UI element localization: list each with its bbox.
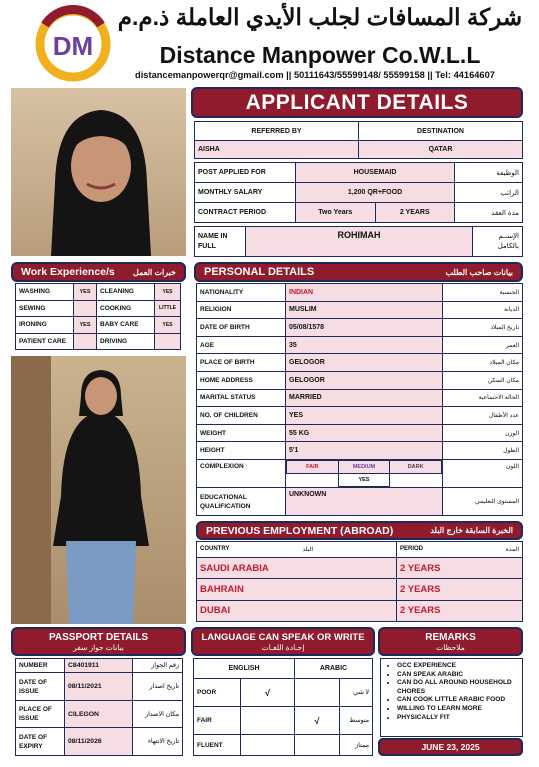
personal-value: 5'1 — [286, 442, 443, 460]
employment-row — [197, 558, 523, 579]
complexion-fair: FAIR — [287, 461, 339, 474]
employment-row — [197, 600, 523, 621]
work-skill-value — [74, 300, 97, 317]
personal-label-ar: الديانة — [443, 301, 523, 319]
personal-value: INDIAN — [286, 284, 443, 302]
personal-details-table — [196, 283, 523, 516]
employment-row — [197, 579, 523, 600]
personal-label-ar: تاريخ الميلاد — [443, 319, 523, 337]
english-mark: √ — [241, 679, 295, 707]
applicant-details-banner — [191, 87, 523, 118]
complexion-blank — [390, 474, 442, 487]
personal-value: GELOGOR — [286, 354, 443, 372]
personal-details-title: PERSONAL DETAILS — [204, 266, 315, 278]
applicant-full-body-photo — [11, 356, 186, 624]
contact-line: distancemanpowerqr@gmail.com || 50111643/55599148/ 55599158 || Tel: 44164607 — [135, 70, 495, 80]
language-level: FLUENT — [194, 735, 241, 756]
complexion-mark: YES — [338, 474, 390, 487]
language-header — [191, 627, 375, 656]
work-skill-label: PATIENT CARE — [16, 333, 74, 350]
passport-row — [16, 659, 183, 673]
passport-value: 08/11/2026 — [65, 728, 133, 756]
work-skill-label: COOKING — [97, 300, 155, 317]
english-mark — [241, 707, 295, 735]
language-level: FAIR — [194, 707, 241, 735]
passport-row — [16, 728, 183, 756]
company-name-english: Distance Manpower Co.W.L.L — [159, 42, 481, 68]
period-label: CONTRACT PERIOD — [195, 203, 296, 223]
passport-row — [16, 673, 183, 701]
passport-label-ar: تاريخ اصدار — [133, 673, 183, 701]
period-header — [397, 542, 523, 558]
personal-label-ar: عدد الأطفال — [443, 407, 523, 425]
language-row — [194, 735, 373, 756]
work-row — [16, 284, 181, 301]
work-skill-value: YES — [74, 284, 97, 301]
english-mark — [241, 735, 295, 756]
personal-value: YES — [286, 407, 443, 425]
personal-row — [197, 284, 523, 302]
personal-value: MUSLIM — [286, 301, 443, 319]
personal-label-ar: الطول — [443, 442, 523, 460]
complexion-label-ar: اللون — [443, 460, 523, 488]
personal-row — [197, 319, 523, 337]
complexion-label: COMPLEXION — [197, 460, 286, 488]
work-skill-value: LITTLE — [155, 300, 181, 317]
work-skill-label: DRIVING — [97, 333, 155, 350]
personal-value: MARRIED — [286, 389, 443, 407]
passport-header — [11, 627, 186, 656]
education-label: EDUCATIONAL QUALIFICATION — [197, 488, 286, 516]
passport-value: CILEGON — [65, 700, 133, 728]
work-row — [16, 300, 181, 317]
personal-label: NATIONALITY — [197, 284, 286, 302]
period-label-ar: مدة العقد — [455, 203, 523, 223]
personal-label-ar: مكان السكن — [443, 371, 523, 389]
passport-label-ar: تاريخ الانتهاء — [133, 728, 183, 756]
personal-label: NO. OF CHILDREN — [197, 407, 286, 425]
personal-value: 35 — [286, 336, 443, 354]
salary-label: MONTHLY SALARY — [195, 183, 296, 203]
post-label-ar: الوظيفة — [455, 163, 523, 183]
arabic-mark — [295, 679, 340, 707]
work-skill-value — [74, 333, 97, 350]
job-table — [194, 162, 523, 223]
country-header — [197, 542, 397, 558]
education-row — [197, 488, 523, 516]
country-label: COUNTRY — [200, 546, 230, 552]
work-row — [16, 317, 181, 334]
passport-title: PASSPORT DETAILS — [48, 632, 149, 643]
previous-employment-header — [196, 521, 523, 540]
remarks-date: JUNE 23, 2025 — [378, 738, 523, 756]
personal-value: GELOGOR — [286, 371, 443, 389]
period-label: PERIOD — [400, 546, 424, 552]
remark-item: • WILLING TO LEARN MORE — [397, 705, 520, 714]
work-experience-header — [11, 262, 186, 282]
passport-value: C8401911 — [65, 659, 133, 673]
company-name-arabic: شركة المسافات لجلب الأيدي العاملة ذ.م.م — [117, 4, 523, 30]
personal-row — [197, 301, 523, 319]
personal-row — [197, 407, 523, 425]
passport-label-ar: رقم الجواز — [133, 659, 183, 673]
personal-label: WEIGHT — [197, 424, 286, 442]
work-skill-value: YES — [74, 317, 97, 334]
personal-label: AGE — [197, 336, 286, 354]
employment-period: 2 YEARS — [397, 579, 523, 600]
post-value: HOUSEMAID — [296, 163, 455, 183]
complexion-medium: MEDIUM — [338, 461, 390, 474]
personal-row — [197, 442, 523, 460]
work-experience-title-ar: خبرات العمل — [133, 267, 176, 277]
passport-label: DATE OF EXPIRY — [16, 728, 65, 756]
personal-label-ar: الحالة الاجتماعية — [443, 389, 523, 407]
destination-value: QATAR — [359, 141, 523, 159]
education-label-ar: المستوى التعليمي — [443, 488, 523, 516]
referred-by-value: AISHA — [195, 141, 359, 159]
destination-label: DESTINATION — [359, 122, 523, 141]
personal-row — [197, 336, 523, 354]
employment-header-row — [197, 542, 523, 558]
salary-label-ar: الراتب — [455, 183, 523, 203]
work-skill-label: WASHING — [16, 284, 74, 301]
name-table — [194, 226, 523, 257]
personal-row — [197, 354, 523, 372]
employment-period: 2 YEARS — [397, 600, 523, 621]
remark-item: • CAN SPEAK ARABIC — [397, 671, 520, 680]
personal-label: HEIGHT — [197, 442, 286, 460]
passport-label-ar: مكان الاصدار — [133, 700, 183, 728]
employment-country: BAHRAIN — [197, 579, 397, 600]
complexion-dark: DARK — [390, 461, 442, 474]
english-col-header: ENGLISH — [194, 659, 295, 679]
svg-text:DM: DM — [52, 31, 94, 61]
personal-label-ar: العمر — [443, 336, 523, 354]
language-row — [194, 707, 373, 735]
referral-table — [194, 121, 523, 159]
name-label-ar: الإســم بالكامل — [473, 227, 523, 257]
language-title: LANGUAGE CAN SPEAK OR WRITE — [201, 632, 365, 643]
personal-details-header — [194, 262, 523, 282]
work-skill-value: YES — [155, 317, 181, 334]
remark-item: • PHYSICALLY FIT — [397, 714, 520, 723]
country-label-ar: البلد — [302, 547, 313, 553]
education-value: UNKNOWN — [286, 488, 443, 516]
work-skill-label: IRONING — [16, 317, 74, 334]
personal-label: DATE OF BIRTH — [197, 319, 286, 337]
remarks-title-ar: ملاحظات — [436, 643, 465, 652]
work-row — [16, 333, 181, 350]
employment-country: SAUDI ARABIA — [197, 558, 397, 579]
passport-label: DATE OF ISSUE — [16, 673, 65, 701]
employment-period: 2 YEARS — [397, 558, 523, 579]
work-skill-value — [155, 333, 181, 350]
salary-value: 1,200 QR+FOOD — [296, 183, 455, 203]
employment-country: DUBAI — [197, 600, 397, 621]
language-level-ar: ممتاز — [340, 735, 373, 756]
personal-row — [197, 424, 523, 442]
previous-employment-title-ar: الخبرة السابقة خارج البلد — [430, 526, 513, 535]
passport-label: NUMBER — [16, 659, 65, 673]
language-level-ar: متوسط — [340, 707, 373, 735]
personal-value: 55 KG — [286, 424, 443, 442]
passport-table — [15, 658, 183, 756]
language-header-row — [194, 659, 373, 679]
complexion-row — [197, 460, 523, 488]
period-value: Two Years — [296, 203, 376, 223]
personal-label-ar: مكان الميلاد — [443, 354, 523, 372]
previous-employment-table — [196, 541, 523, 622]
banner-title: APPLICANT DETAILS — [245, 90, 469, 114]
remarks-list — [385, 662, 520, 722]
personal-label: RELIGION — [197, 301, 286, 319]
personal-row — [197, 389, 523, 407]
passport-value: 08/11/2021 — [65, 673, 133, 701]
work-experience-table — [15, 283, 181, 350]
personal-label: HOME ADDRESS — [197, 371, 286, 389]
previous-employment-title: PREVIOUS EMPLOYMENT (ABROAD) — [206, 524, 394, 537]
personal-label: PLACE OF BIRTH — [197, 354, 286, 372]
personal-label: MARITAL STATUS — [197, 389, 286, 407]
language-level-ar: لا شي — [340, 679, 373, 707]
complexion-blank — [287, 474, 339, 487]
passport-title-ar: بيانات جواز سفر — [73, 643, 124, 652]
arabic-mark: √ — [295, 707, 340, 735]
personal-row — [197, 371, 523, 389]
remark-item: • CAN COOK LITTLE ARABIC FOOD — [397, 696, 520, 705]
personal-label-ar: الوزن — [443, 424, 523, 442]
work-skill-label: SEWING — [16, 300, 74, 317]
applicant-portrait-photo — [11, 88, 186, 256]
referred-by-label: REFERRED BY — [195, 122, 359, 141]
post-label: POST APPLIED FOR — [195, 163, 296, 183]
remarks-title: REMARKS — [425, 632, 476, 643]
personal-value: 05/08/1578 — [286, 319, 443, 337]
remark-item: • CAN DO ALL AROUND HOUSEHOLD CHORES — [397, 679, 520, 696]
work-skill-label: CLEANING — [97, 284, 155, 301]
arabic-mark — [295, 735, 340, 756]
language-level: POOR — [194, 679, 241, 707]
period-label-ar: المدة — [505, 547, 519, 553]
work-experience-title: Work Experience/s — [21, 266, 115, 278]
language-table — [193, 658, 373, 756]
remarks-header — [378, 627, 523, 656]
language-title-ar: إجـادة اللغـات — [261, 643, 305, 652]
remark-item: • GCC EXPERIENCE — [397, 662, 520, 671]
arabic-col-header: ARABIC — [295, 659, 373, 679]
personal-label-ar: الجنسية — [443, 284, 523, 302]
language-row — [194, 679, 373, 707]
work-skill-label: BABY CARE — [97, 317, 155, 334]
name-label: NAME IN FULL — [195, 227, 246, 257]
complexion-options — [286, 460, 443, 488]
period-value-2: 2 YEARS — [375, 203, 455, 223]
applicant-name: ROHIMAH — [246, 227, 473, 257]
passport-label: PLACE OF ISSUE — [16, 700, 65, 728]
personal-details-title-ar: بيانات صاحب الطلب — [445, 267, 513, 277]
remarks-box — [380, 658, 523, 737]
work-skill-value: YES — [155, 284, 181, 301]
passport-row — [16, 700, 183, 728]
